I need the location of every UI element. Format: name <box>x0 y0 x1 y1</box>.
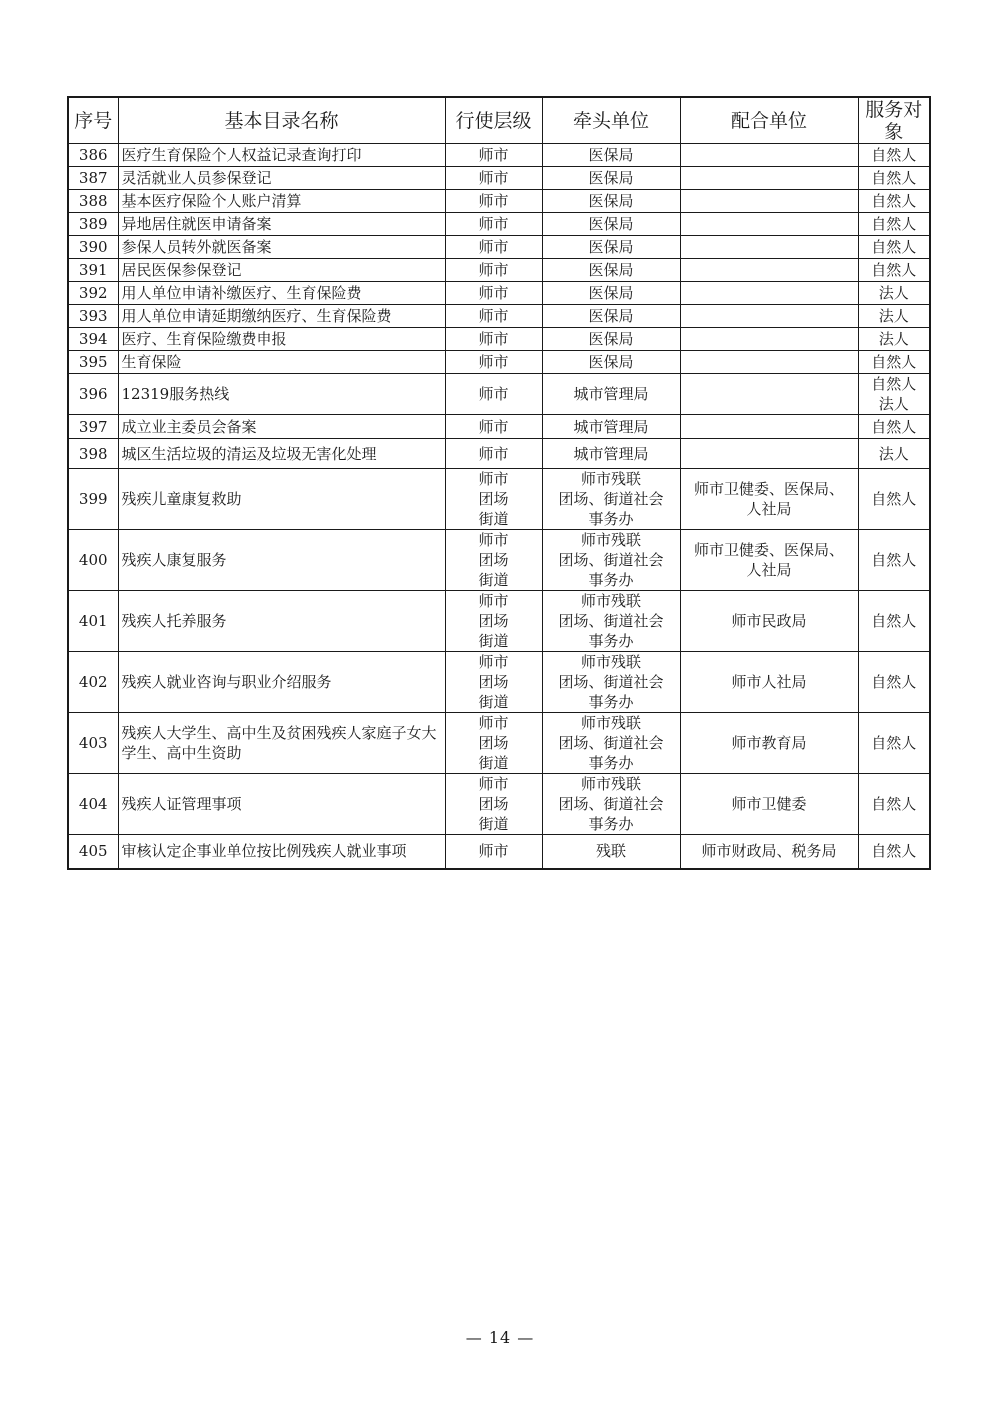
cell-assist-unit <box>680 213 858 236</box>
cell-level-line: 师市 <box>478 470 509 488</box>
cell-lead-unit <box>542 328 680 351</box>
cell-assist-unit <box>680 774 858 835</box>
table-row <box>68 713 930 774</box>
table-row <box>68 835 930 869</box>
cell-lead-unit-line: 事务办 <box>588 571 634 589</box>
cell-name: 残疾儿童康复救助 <box>118 469 445 530</box>
cell-lead-unit <box>542 236 680 259</box>
table-row <box>68 591 930 652</box>
cell-service-target-line: 自然人 <box>871 375 917 393</box>
cell-assist-unit <box>680 415 858 439</box>
table-row <box>68 236 930 259</box>
cell-service-target <box>858 213 930 236</box>
cell-service-target <box>858 591 930 652</box>
cell-level-line: 师市 <box>478 714 509 732</box>
cell-assist-unit <box>680 190 858 213</box>
cell-level <box>445 282 542 305</box>
cell-service-target <box>858 351 930 374</box>
cell-lead-unit-line: 师市残联 <box>580 714 641 732</box>
table-row <box>68 305 930 328</box>
cell-level <box>445 415 542 439</box>
cell-level <box>445 469 542 530</box>
cell-assist-unit-line: 师市人社局 <box>731 673 807 691</box>
cell-name: 基本医疗保险个人账户清算 <box>118 190 445 213</box>
cell-assist-unit <box>680 374 858 415</box>
cell-lead-unit-line: 事务办 <box>588 754 634 772</box>
cell-lead-unit <box>542 190 680 213</box>
cell-service-target <box>858 530 930 591</box>
header-name: 基本目录名称 <box>118 97 445 144</box>
cell-level <box>445 167 542 190</box>
cell-seq: 395 <box>68 351 118 374</box>
cell-level-line: 师市 <box>478 330 509 348</box>
cell-assist-unit <box>680 282 858 305</box>
cell-level-line: 团场 <box>478 612 509 630</box>
cell-lead-unit <box>542 144 680 167</box>
cell-assist-unit <box>680 530 858 591</box>
cell-level-line: 师市 <box>478 192 509 210</box>
cell-assist-unit-line: 人社局 <box>746 561 792 579</box>
cell-service-target <box>858 282 930 305</box>
table-row <box>68 774 930 835</box>
cell-seq: 404 <box>68 774 118 835</box>
cell-name: 生育保险 <box>118 351 445 374</box>
service-catalog-table <box>67 96 931 870</box>
cell-level <box>445 259 542 282</box>
cell-service-target-line: 自然人 <box>871 551 917 569</box>
cell-lead-unit-line: 医保局 <box>588 215 634 233</box>
cell-level-line: 街道 <box>478 693 509 711</box>
cell-name: 用人单位申请延期缴纳医疗、生育保险费 <box>118 305 445 328</box>
cell-assist-unit <box>680 652 858 713</box>
cell-level-line: 团场 <box>478 795 509 813</box>
cell-level-line: 师市 <box>478 842 509 861</box>
table-row <box>68 213 930 236</box>
cell-assist-unit <box>680 439 858 469</box>
cell-assist-unit-line: 师市民政局 <box>731 612 807 630</box>
cell-seq: 397 <box>68 415 118 439</box>
cell-level-line: 师市 <box>478 385 509 403</box>
cell-lead-unit <box>542 835 680 869</box>
cell-level-line: 团场 <box>478 490 509 508</box>
cell-lead-unit-line: 团场、街道社会 <box>558 734 664 752</box>
cell-lead-unit <box>542 213 680 236</box>
cell-assist-unit <box>680 351 858 374</box>
cell-seq: 403 <box>68 713 118 774</box>
cell-name: 残疾人大学生、高中生及贫困残疾人家庭子女大学生、高中生资助 <box>118 713 445 774</box>
page-number: — 14 — <box>465 1328 535 1347</box>
cell-assist-unit <box>680 167 858 190</box>
cell-name: 城区生活垃圾的清运及垃圾无害化处理 <box>118 439 445 469</box>
cell-service-target-line: 自然人 <box>871 353 917 371</box>
cell-name: 医疗生育保险个人权益记录查询打印 <box>118 144 445 167</box>
cell-seq: 386 <box>68 144 118 167</box>
cell-lead-unit-line: 师市残联 <box>580 592 641 610</box>
cell-service-target <box>858 167 930 190</box>
cell-name: 异地居住就医申请备案 <box>118 213 445 236</box>
cell-seq: 396 <box>68 374 118 415</box>
header-level: 行使层级 <box>445 97 542 144</box>
cell-assist-unit <box>680 305 858 328</box>
cell-lead-unit <box>542 439 680 469</box>
cell-lead-unit-line: 医保局 <box>588 307 634 325</box>
cell-level <box>445 305 542 328</box>
cell-service-target-line: 自然人 <box>871 146 917 164</box>
cell-lead-unit-line: 团场、街道社会 <box>558 673 664 691</box>
cell-name: 残疾人就业咨询与职业介绍服务 <box>118 652 445 713</box>
header-seq: 序号 <box>68 97 118 144</box>
cell-service-target-line: 自然人 <box>871 417 917 436</box>
cell-service-target-line: 自然人 <box>871 192 917 210</box>
table-row <box>68 652 930 713</box>
cell-lead-unit <box>542 774 680 835</box>
cell-level <box>445 774 542 835</box>
cell-service-target <box>858 144 930 167</box>
cell-lead-unit-line: 医保局 <box>588 353 634 371</box>
cell-lead-unit-line: 事务办 <box>588 815 634 833</box>
cell-lead-unit-line: 团场、街道社会 <box>558 490 664 508</box>
cell-service-target-line: 法人 <box>878 395 909 413</box>
table-row <box>68 259 930 282</box>
cell-seq: 394 <box>68 328 118 351</box>
cell-assist-unit-line: 师市卫健委、医保局、 <box>693 541 844 559</box>
cell-level <box>445 591 542 652</box>
cell-seq: 399 <box>68 469 118 530</box>
cell-level-line: 街道 <box>478 571 509 589</box>
cell-service-target <box>858 774 930 835</box>
table-row <box>68 282 930 305</box>
cell-level <box>445 351 542 374</box>
cell-lead-unit-line: 师市残联 <box>580 470 641 488</box>
cell-lead-unit <box>542 530 680 591</box>
cell-name: 成立业主委员会备案 <box>118 415 445 439</box>
cell-name: 用人单位申请补缴医疗、生育保险费 <box>118 282 445 305</box>
cell-service-target-line: 法人 <box>878 284 909 302</box>
cell-seq: 387 <box>68 167 118 190</box>
table-row <box>68 351 930 374</box>
cell-level-line: 团场 <box>478 734 509 752</box>
cell-level <box>445 713 542 774</box>
cell-lead-unit-line: 团场、街道社会 <box>558 551 664 569</box>
cell-service-target <box>858 439 930 469</box>
cell-assist-unit-line: 师市财政局、税务局 <box>701 842 837 861</box>
header-assist-unit: 配合单位 <box>680 97 858 144</box>
cell-name: 12319服务热线 <box>118 374 445 415</box>
cell-lead-unit-line: 事务办 <box>588 693 634 711</box>
cell-service-target <box>858 835 930 869</box>
table-row <box>68 469 930 530</box>
cell-level-line: 街道 <box>478 632 509 650</box>
cell-service-target-line: 自然人 <box>871 169 917 187</box>
cell-assist-unit <box>680 835 858 869</box>
cell-lead-unit-line: 医保局 <box>588 238 634 256</box>
cell-name: 残疾人证管理事项 <box>118 774 445 835</box>
cell-level-line: 街道 <box>478 754 509 772</box>
cell-level-line: 街道 <box>478 510 509 528</box>
table-header-row <box>68 97 930 144</box>
cell-lead-unit <box>542 351 680 374</box>
cell-level-line: 师市 <box>478 353 509 371</box>
cell-lead-unit-line: 事务办 <box>588 632 634 650</box>
cell-service-target <box>858 259 930 282</box>
header-service-target: 服务对象 <box>858 97 930 144</box>
cell-name: 残疾人托养服务 <box>118 591 445 652</box>
cell-assist-unit <box>680 328 858 351</box>
cell-service-target-line: 自然人 <box>871 612 917 630</box>
cell-level <box>445 439 542 469</box>
cell-level-line: 师市 <box>478 238 509 256</box>
cell-assist-unit <box>680 469 858 530</box>
cell-level-line: 街道 <box>478 815 509 833</box>
cell-level <box>445 652 542 713</box>
cell-lead-unit-line: 师市残联 <box>580 775 641 793</box>
cell-seq: 388 <box>68 190 118 213</box>
cell-service-target-line: 自然人 <box>871 215 917 233</box>
cell-seq: 401 <box>68 591 118 652</box>
cell-service-target <box>858 374 930 415</box>
table-row <box>68 415 930 439</box>
cell-service-target-line: 自然人 <box>871 490 917 508</box>
cell-assist-unit <box>680 591 858 652</box>
header-lead-unit: 牵头单位 <box>542 97 680 144</box>
cell-service-target <box>858 328 930 351</box>
cell-level <box>445 144 542 167</box>
cell-level-line: 师市 <box>478 592 509 610</box>
cell-level <box>445 835 542 869</box>
cell-level-line: 师市 <box>478 531 509 549</box>
cell-lead-unit <box>542 469 680 530</box>
cell-lead-unit-line: 城市管理局 <box>573 385 649 403</box>
table-row <box>68 328 930 351</box>
cell-seq: 390 <box>68 236 118 259</box>
cell-seq: 392 <box>68 282 118 305</box>
cell-level-line: 师市 <box>478 307 509 325</box>
cell-lead-unit-line: 医保局 <box>588 192 634 210</box>
table-row <box>68 144 930 167</box>
cell-lead-unit-line: 城市管理局 <box>573 444 649 463</box>
cell-lead-unit <box>542 713 680 774</box>
cell-level-line: 师市 <box>478 653 509 671</box>
cell-service-target <box>858 236 930 259</box>
cell-lead-unit <box>542 282 680 305</box>
cell-seq: 391 <box>68 259 118 282</box>
cell-assist-unit <box>680 236 858 259</box>
cell-name: 审核认定企事业单位按比例残疾人就业事项 <box>118 835 445 869</box>
cell-seq: 389 <box>68 213 118 236</box>
cell-service-target <box>858 652 930 713</box>
cell-lead-unit-line: 医保局 <box>588 169 634 187</box>
cell-assist-unit-line: 人社局 <box>746 500 792 518</box>
cell-seq: 405 <box>68 835 118 869</box>
cell-lead-unit <box>542 167 680 190</box>
cell-seq: 400 <box>68 530 118 591</box>
cell-assist-unit-line: 师市卫健委、医保局、 <box>693 480 844 498</box>
cell-service-target-line: 自然人 <box>871 842 917 861</box>
table-row <box>68 190 930 213</box>
cell-lead-unit-line: 师市残联 <box>580 653 641 671</box>
cell-assist-unit-line: 师市教育局 <box>731 734 807 752</box>
cell-service-target-line: 自然人 <box>871 238 917 256</box>
cell-name: 灵活就业人员参保登记 <box>118 167 445 190</box>
cell-level-line: 团场 <box>478 673 509 691</box>
cell-seq: 402 <box>68 652 118 713</box>
cell-lead-unit-line: 医保局 <box>588 330 634 348</box>
cell-assist-unit <box>680 713 858 774</box>
cell-lead-unit-line: 医保局 <box>588 146 634 164</box>
cell-assist-unit <box>680 144 858 167</box>
cell-level-line: 师市 <box>478 169 509 187</box>
cell-service-target-line: 自然人 <box>871 673 917 691</box>
cell-level <box>445 530 542 591</box>
cell-lead-unit-line: 团场、街道社会 <box>558 795 664 813</box>
cell-service-target-line: 自然人 <box>871 261 917 279</box>
cell-service-target <box>858 469 930 530</box>
cell-level-line: 师市 <box>478 284 509 302</box>
table-row <box>68 167 930 190</box>
cell-service-target <box>858 190 930 213</box>
cell-lead-unit <box>542 259 680 282</box>
cell-level-line: 师市 <box>478 215 509 233</box>
table-row <box>68 439 930 469</box>
cell-service-target-line: 自然人 <box>871 795 917 813</box>
cell-seq: 393 <box>68 305 118 328</box>
cell-lead-unit-line: 事务办 <box>588 510 634 528</box>
cell-level-line: 师市 <box>478 417 509 436</box>
cell-lead-unit-line: 团场、街道社会 <box>558 612 664 630</box>
cell-service-target-line: 法人 <box>878 444 909 463</box>
cell-service-target <box>858 305 930 328</box>
cell-level-line: 师市 <box>478 775 509 793</box>
cell-seq: 398 <box>68 439 118 469</box>
cell-level <box>445 374 542 415</box>
cell-level <box>445 328 542 351</box>
cell-lead-unit <box>542 652 680 713</box>
cell-service-target <box>858 713 930 774</box>
cell-lead-unit <box>542 591 680 652</box>
cell-level-line: 师市 <box>478 146 509 164</box>
cell-level-line: 师市 <box>478 261 509 279</box>
table-body <box>68 144 930 869</box>
table-row <box>68 530 930 591</box>
cell-name: 残疾人康复服务 <box>118 530 445 591</box>
cell-assist-unit-line: 师市卫健委 <box>731 795 807 813</box>
cell-level <box>445 213 542 236</box>
cell-service-target <box>858 415 930 439</box>
cell-name: 医疗、生育保险缴费申报 <box>118 328 445 351</box>
cell-level <box>445 236 542 259</box>
cell-lead-unit-line: 残联 <box>595 842 626 861</box>
cell-lead-unit-line: 师市残联 <box>580 531 641 549</box>
cell-level-line: 师市 <box>478 444 509 463</box>
cell-level-line: 团场 <box>478 551 509 569</box>
cell-service-target-line: 自然人 <box>871 734 917 752</box>
cell-name: 居民医保参保登记 <box>118 259 445 282</box>
cell-lead-unit-line: 城市管理局 <box>573 417 649 436</box>
cell-lead-unit-line: 医保局 <box>588 261 634 279</box>
table-row <box>68 374 930 415</box>
cell-lead-unit-line: 医保局 <box>588 284 634 302</box>
cell-service-target-line: 法人 <box>878 330 909 348</box>
cell-lead-unit <box>542 415 680 439</box>
cell-lead-unit <box>542 374 680 415</box>
cell-level <box>445 190 542 213</box>
cell-name: 参保人员转外就医备案 <box>118 236 445 259</box>
cell-assist-unit <box>680 259 858 282</box>
cell-service-target-line: 法人 <box>878 307 909 325</box>
cell-lead-unit <box>542 305 680 328</box>
